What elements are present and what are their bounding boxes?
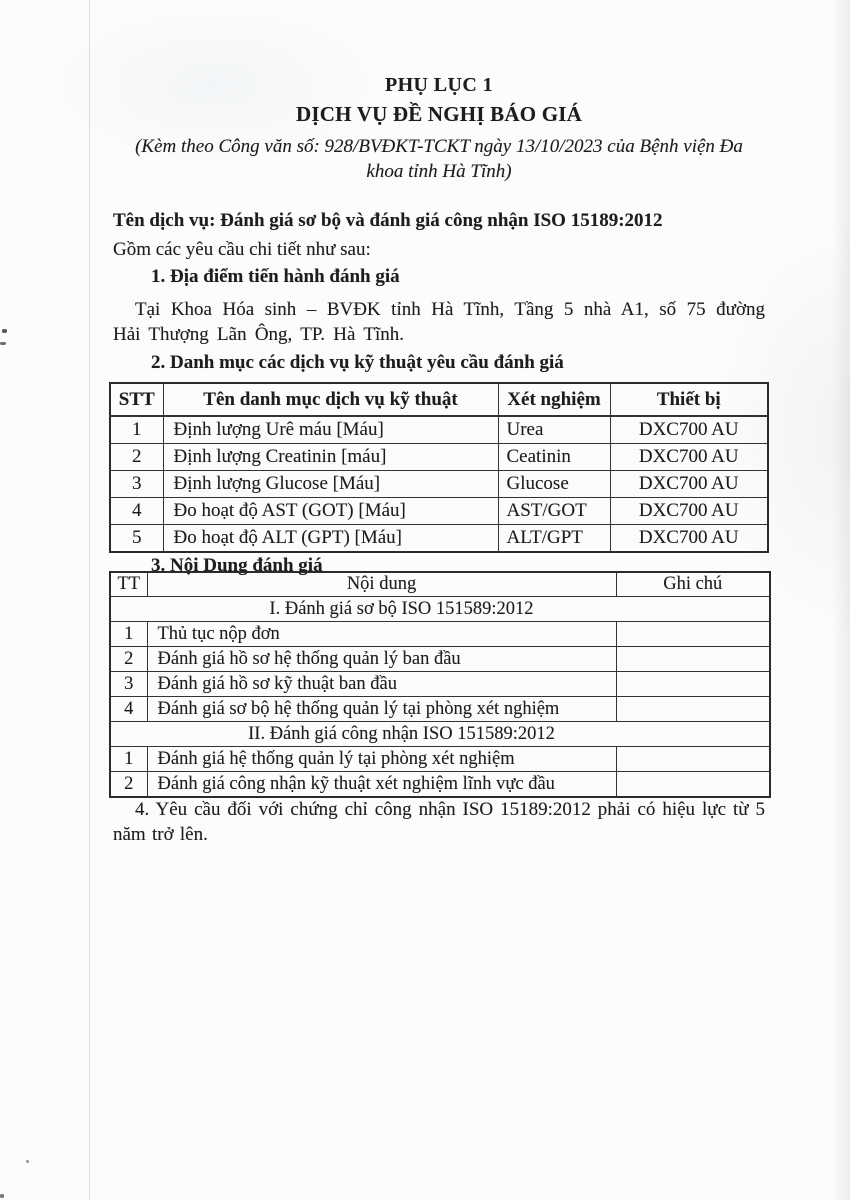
attachment-note-line2: khoa tỉnh Hà Tĩnh) — [366, 161, 512, 182]
evaluation-table-cell: 2 — [110, 647, 147, 672]
services-table-cell: AST/GOT — [498, 498, 610, 525]
services-table-cell: Glucose — [498, 471, 610, 498]
evaluation-table-cell: Thủ tục nộp đơn — [147, 622, 616, 647]
evaluation-table-cell: Đánh giá hồ sơ hệ thống quản lý ban đầu — [147, 647, 616, 672]
services-table-cell: 2 — [110, 444, 163, 471]
services-table-header-name: Tên danh mục dịch vụ kỹ thuật — [163, 383, 498, 416]
services-table-cell: 1 — [110, 416, 163, 444]
evaluation-table-cell: Đánh giá công nhận kỹ thuật xét nghiệm lĩnh vực đầu — [147, 772, 616, 798]
services-table-header-device: Thiết bị — [610, 383, 768, 416]
services-table-cell: Đo hoạt độ AST (GOT) [Máu] — [163, 498, 498, 525]
services-table-cell: Urea — [498, 416, 610, 444]
services-table-header-test: Xét nghiệm — [498, 383, 610, 416]
services-table-cell: 3 — [110, 471, 163, 498]
evaluation-content-table — [109, 571, 771, 798]
document-content — [109, 0, 769, 1200]
evaluation-table-cell: Đánh giá sơ bộ hệ thống quản lý tại phòng xét nghiệm — [147, 697, 616, 722]
evaluation-table-section-row — [110, 597, 770, 622]
evaluation-table-row — [110, 772, 770, 798]
evaluation-table-row — [110, 747, 770, 772]
scan-edge-shadow — [832, 0, 850, 1200]
services-table-cell: Định lượng Creatinin [máu] — [163, 444, 498, 471]
services-table-cell: DXC700 AU — [610, 444, 768, 471]
evaluation-table-section-title: II. Đánh giá công nhận ISO 151589:2012 — [110, 722, 770, 747]
evaluation-table-header-row — [110, 572, 770, 597]
evaluation-table-header-content: Nội dung — [147, 572, 616, 597]
scan-speck — [0, 1194, 4, 1198]
services-table-cell: DXC700 AU — [610, 525, 768, 553]
services-table-cell: 5 — [110, 525, 163, 553]
services-table-cell: Ceatinin — [498, 444, 610, 471]
requirements-intro-line: Gồm các yêu cầu chi tiết như sau: — [113, 239, 371, 260]
scan-speck — [0, 342, 6, 345]
services-table-cell: ALT/GPT — [498, 525, 610, 553]
evaluation-table-header-note: Ghi chú — [616, 572, 770, 597]
evaluation-table-cell: Đánh giá hồ sơ kỹ thuật ban đầu — [147, 672, 616, 697]
services-table-row — [110, 444, 768, 471]
services-table-row — [110, 416, 768, 444]
services-table-row — [110, 525, 768, 553]
evaluation-table-body — [110, 597, 770, 798]
evaluation-table-cell — [616, 622, 770, 647]
services-table-cell: DXC700 AU — [610, 416, 768, 444]
evaluation-table-cell: Đánh giá hệ thống quản lý tại phòng xét nghiệm — [147, 747, 616, 772]
section-1-paragraph: Tại Khoa Hóa sinh – BVĐK tỉnh Hà Tĩnh, Tầng 5 nhà A1, số 75 đường Hải Thượng Lãn Ông, TP. Hà Tĩnh. — [113, 299, 765, 345]
section-3-heading: 3. Nội Dung đánh giá — [151, 555, 323, 576]
scan-fold-line — [89, 0, 90, 1200]
services-table-row — [110, 498, 768, 525]
evaluation-table-cell — [616, 697, 770, 722]
evaluation-table-header-tt: TT — [110, 572, 147, 597]
evaluation-table-cell: 3 — [110, 672, 147, 697]
evaluation-table-row — [110, 672, 770, 697]
services-table-cell: Định lượng Glucose [Máu] — [163, 471, 498, 498]
evaluation-table-row — [110, 622, 770, 647]
section-2-heading: 2. Danh mục các dịch vụ kỹ thuật yêu cầu đánh giá — [151, 352, 564, 373]
services-table-cell: 4 — [110, 498, 163, 525]
services-table-row — [110, 471, 768, 498]
evaluation-table-cell — [616, 747, 770, 772]
services-table — [109, 382, 769, 553]
evaluation-table-cell — [616, 672, 770, 697]
evaluation-table-cell: 1 — [110, 747, 147, 772]
services-table-header-stt: STT — [110, 383, 163, 416]
scan-speck — [2, 329, 7, 333]
services-table-cell: DXC700 AU — [610, 498, 768, 525]
services-table-header-row — [110, 383, 768, 416]
appendix-title: PHỤ LỤC 1 — [384, 74, 494, 96]
services-table-cell: Đo hoạt độ ALT (GPT) [Máu] — [163, 525, 498, 553]
evaluation-table-row — [110, 697, 770, 722]
evaluation-table-section-title: I. Đánh giá sơ bộ ISO 151589:2012 — [110, 597, 770, 622]
section-1-heading: 1. Địa điểm tiến hành đánh giá — [151, 266, 400, 287]
evaluation-table-section-row — [110, 722, 770, 747]
service-name-line: Tên dịch vụ: Đánh giá sơ bộ và đánh giá công nhận ISO 15189:2012 — [113, 210, 663, 231]
services-table-body — [110, 416, 768, 552]
attachment-note-line1: (Kèm theo Công văn số: 928/BVĐKT-TCKT ngày 13/10/2023 của Bệnh viện Đa — [135, 136, 743, 157]
section-4-note: 4. Yêu cầu đối với chứng chỉ công nhận ISO 15189:2012 phải có hiệu lực từ 5 năm trở lên. — [113, 799, 765, 845]
evaluation-table-cell — [616, 647, 770, 672]
evaluation-table-cell: 2 — [110, 772, 147, 798]
evaluation-table-cell: 1 — [110, 622, 147, 647]
services-table-cell: DXC700 AU — [610, 471, 768, 498]
evaluation-table-cell — [616, 772, 770, 798]
evaluation-table-row — [110, 647, 770, 672]
scan-speck — [26, 1160, 29, 1163]
services-table-cell: Định lượng Urê máu [Máu] — [163, 416, 498, 444]
evaluation-table-cell: 4 — [110, 697, 147, 722]
document-title: DỊCH VỤ ĐỀ NGHỊ BÁO GIÁ — [296, 102, 582, 126]
